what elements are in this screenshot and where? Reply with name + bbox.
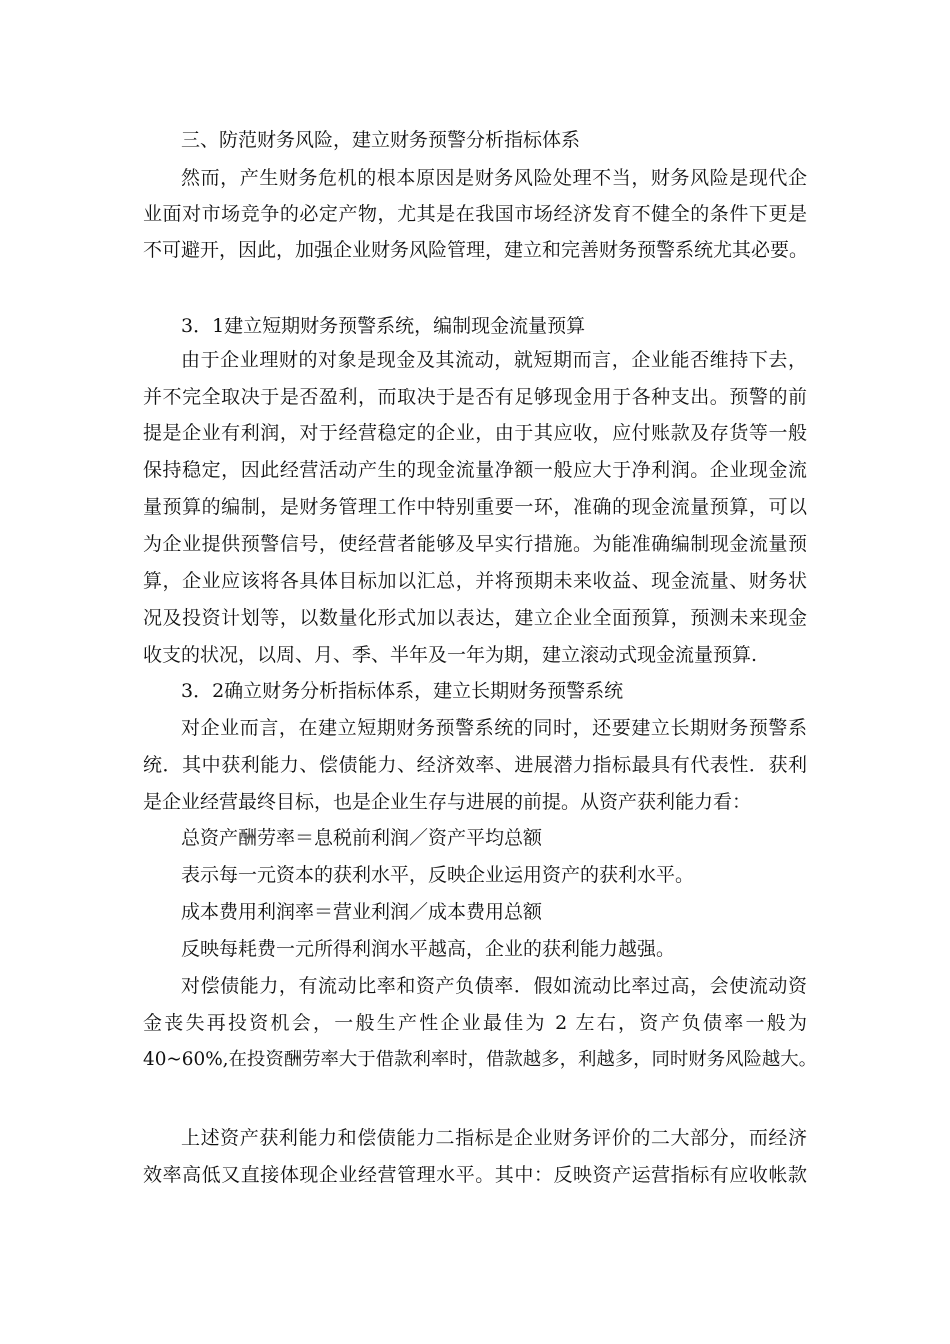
formula-note: 表示每一元资本的获利水平，反映企业运用资产的获利水平。 [181,864,695,886]
paragraph-line: 统．其中获利能力、偿债能力、经济效率、进展潜力指标最具有代表性．获利 [143,754,807,776]
paragraph-line: 不可避开，因此，加强企业财务风险管理，建立和完善财务预警系统尤其必要。 [143,239,809,261]
paragraph-line: 收支的状况，以周、月、季、半年及一年为期，建立滚动式现金流量预算. [143,644,758,666]
paragraph-line: 保持稳定，因此经营活动产生的现金流量净额一般应大于净利润。企业现金流 [143,459,807,481]
formula-line: 总资产酬劳率＝息税前利润／资产平均总额 [181,827,543,849]
section-heading: 三、防范财务风险，建立财务预警分析指标体系 [181,129,581,151]
paragraph-line: 况及投资计划等，以数量化形式加以表达，建立企业全面预算，预测未来现金 [143,607,807,629]
paragraph-line: 上述资产获利能力和偿债能力二指标是企业财务评价的二大部分，而经济 [181,1127,807,1149]
subsection-heading: 3．2确立财务分析指标体系，建立长期财务预警系统 [181,680,624,702]
paragraph-line: 量预算的编制，是财务管理工作中特别重要一环，准确的现金流量预算，可以 [143,496,807,518]
paragraph-line: 效率高低又直接体现企业经营管理水平。其中：反映资产运营指标有应收帐款 [143,1164,807,1186]
paragraph-line: 金丧失再投资机会，一般生产性企业最佳为 2 左右，资产负债率一般为 [143,1012,807,1034]
paragraph-line: 由于企业理财的对象是现金及其流动，就短期而言，企业能否维持下去， [181,349,807,371]
subsection-heading: 3．1建立短期财务预警系统，编制现金流量预算 [181,315,586,337]
paragraph-line: 对企业而言，在建立短期财务预警系统的同时，还要建立长期财务预警系 [181,717,807,739]
paragraph-line: 对偿债能力，有流动比率和资产负债率．假如流动比率过高，会使流动资 [181,975,807,997]
paragraph-line: 算，企业应该将各具体目标加以汇总，并将预期未来收益、现金流量、财务状 [143,570,807,592]
paragraph-line: 是企业经营最终目标，也是企业生存与进展的前提。从资产获利能力看： [143,791,752,813]
paragraph-line: 提是企业有利润，对于经营稳定的企业，由于其应收，应付账款及存货等一般 [143,422,807,444]
paragraph-line: 为企业提供预警信号，使经营者能够及早实行措施。为能准确编制现金流量预 [143,533,807,555]
paragraph-line: 并不完全取决于是否盈利，而取决于是否有足够现金用于各种支出。预警的前 [143,386,807,408]
paragraph-line: 业面对市场竞争的必定产物，尤其是在我国市场经济发育不健全的条件下更是 [143,203,807,225]
formula-note: 反映每耗费一元所得利润水平越高，企业的获利能力越强。 [181,938,676,960]
paragraph-line: 然而，产生财务危机的根本原因是财务风险处理不当，财务风险是现代企 [181,167,807,189]
formula-line: 成本费用利润率＝营业利润／成本费用总额 [181,901,543,923]
paragraph-line: 40~60%,在投资酬劳率大于借款利率时，借款越多，利越多，同时财务风险越大。 [143,1049,818,1070]
